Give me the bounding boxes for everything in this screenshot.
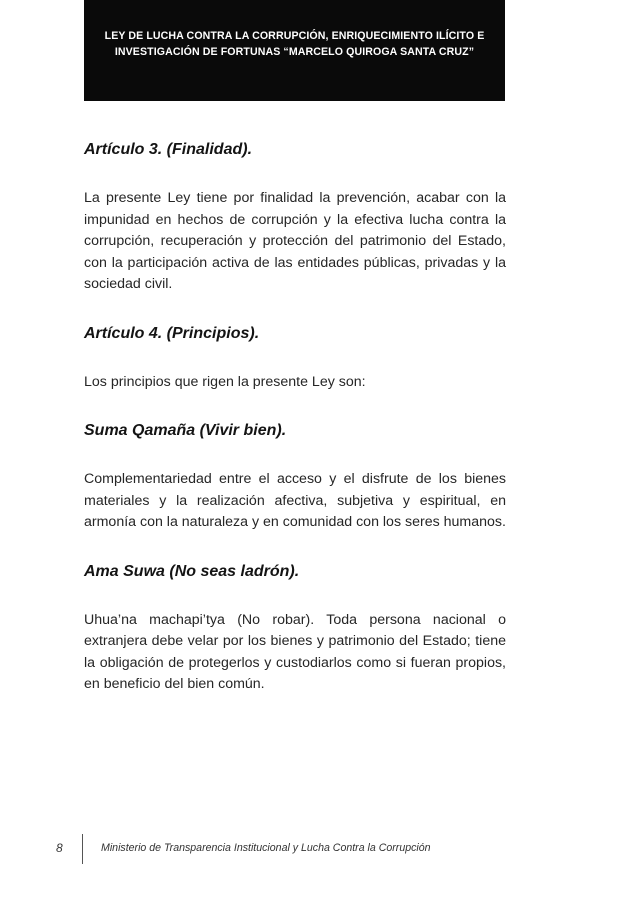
article-4-text: Los principios que rigen la presente Ley son: — [84, 373, 366, 390]
page-footer — [0, 834, 618, 864]
header-title-line-2: INVESTIGACIÓN DE FORTUNAS “MARCELO QUIROGA SANTA CRUZ” — [114, 45, 475, 58]
footer-ministry-name: Ministerio de Transparencia Institucional y Lucha Contra la Corrupción — [101, 842, 431, 854]
principle-suma-qamana-heading: Suma Qamaña (Vivir bien). — [84, 422, 287, 439]
principle-ama-suwa-text: Uhua’na machapi’tya (No robar). Toda persona nacional o extranjera debe velar por los bienes y patrimonio del Estado; tiene la obligación de protegerlos y custodiarlos como si fueran propios, en beneficio del bien común. — [84, 611, 506, 692]
principle-suma-qamana-text: Complementariedad entre el acceso y el disfrute de los bienes materiales y la realización afectiva, subjetiva y espiritual, en armonía con la naturaleza y en comunidad con los seres humanos. — [84, 471, 506, 530]
header-title-line-1: LEY DE LUCHA CONTRA LA CORRUPCIÓN, ENRIQUECIMIENTO ILÍCITO E — [104, 29, 485, 42]
article-3-heading: Artículo 3. (Finalidad). — [84, 141, 253, 158]
header-banner — [84, 0, 505, 101]
page-number: 8 — [56, 841, 63, 855]
article-3-text: La presente Ley tiene por finalidad la prevención, acabar con la impunidad en hechos de corrupción y la efectiva lucha contra la corrupción, recuperación y protección del patrimonio del Estado, con la participación activa de las entidades públicas, privadas y la sociedad civil. — [84, 190, 506, 292]
article-4-heading: Artículo 4. (Principios). — [84, 324, 260, 342]
document-body — [84, 138, 506, 696]
principle-ama-suwa-heading: Ama Suwa (No seas ladrón). — [84, 562, 300, 580]
footer-divider — [82, 834, 83, 864]
